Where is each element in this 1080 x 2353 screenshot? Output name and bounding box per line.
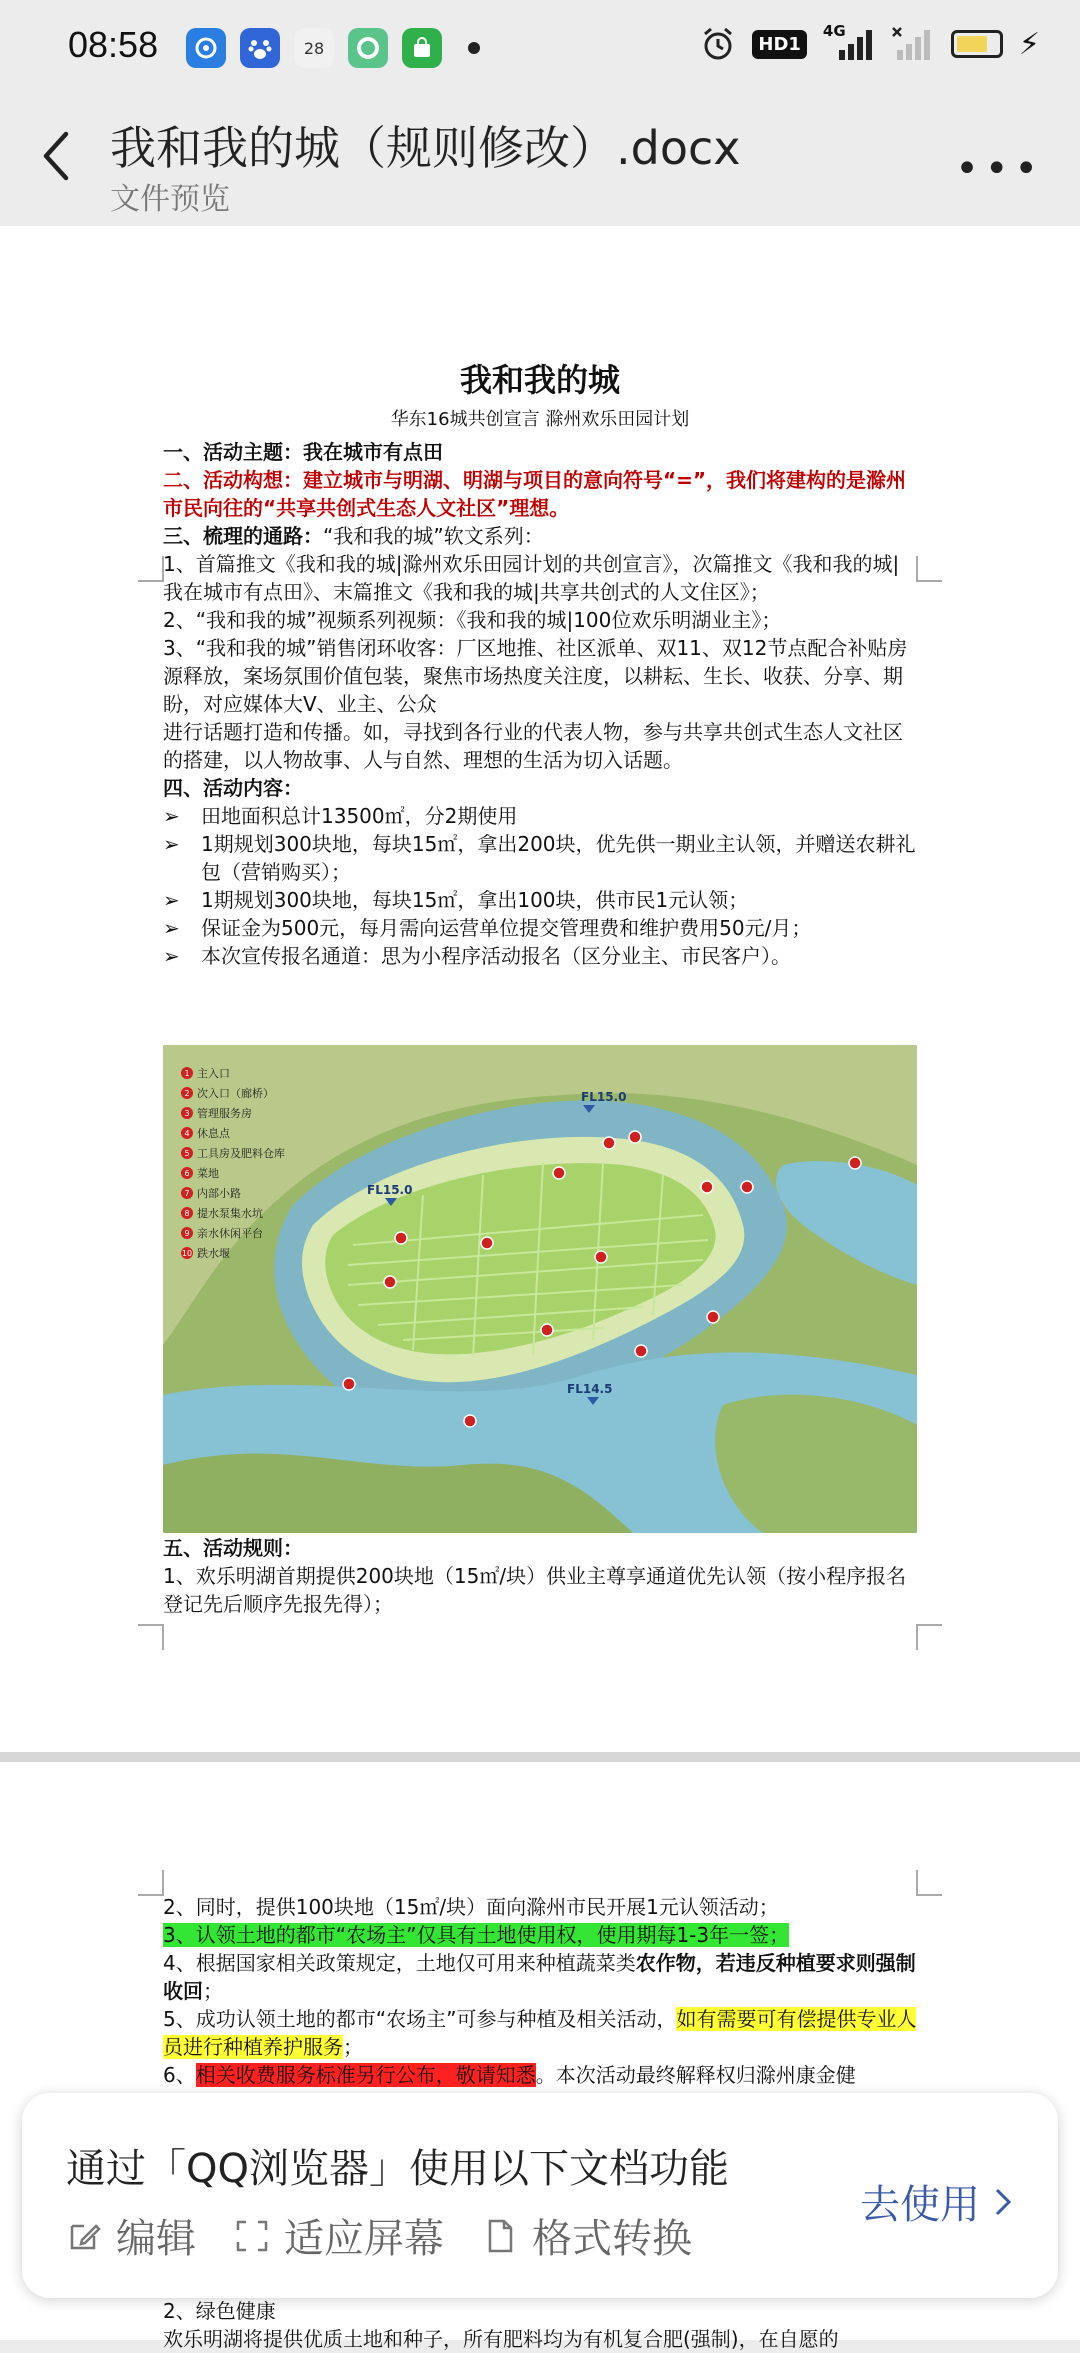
legend-label: 跌水堰 bbox=[197, 1247, 230, 1260]
status-time: 08:58 bbox=[68, 24, 159, 65]
fit-screen-icon bbox=[234, 2218, 270, 2254]
page-corner-mark bbox=[138, 1624, 164, 1650]
rule-3 bbox=[163, 1921, 917, 1949]
rule-4-text-b: 农作物，若违反种植要求则强制收回 bbox=[163, 1951, 916, 2003]
edit-option[interactable] bbox=[66, 2207, 196, 2264]
rule-6-text-c: 。本次活动最终解释权归滁州康金健 bbox=[535, 2063, 856, 2087]
rule-1: 1、欢乐明湖首期提供200块地（15㎡/块）供业主尊享通道优先认领（按小程序报名登记先后顺序先报先得）； bbox=[163, 1564, 907, 1616]
bullet-item bbox=[163, 942, 917, 970]
bullet-mark: ➢ bbox=[163, 888, 180, 912]
rule-5-text-a: 5、成功认领土地的都市“农场主”可参与种植及相关活动， bbox=[163, 2007, 677, 2031]
rule-4-text-a: 4、根据国家相关政策规定，土地仅可用来种植蔬菜类 bbox=[163, 1951, 636, 1975]
go-use-label: 去使用 bbox=[860, 2182, 980, 2228]
legend-number: 10 bbox=[181, 1249, 193, 1258]
legend-label: 菜地 bbox=[197, 1167, 219, 1180]
go-use-button[interactable] bbox=[860, 2173, 1014, 2230]
bullet-mark: ➢ bbox=[163, 804, 180, 828]
green-health-heading: 2、绿色健康 bbox=[163, 2299, 276, 2323]
banner-title: 通过「QQ浏览器」使用以下文档功能 bbox=[66, 2146, 729, 2192]
fit-screen-option[interactable] bbox=[234, 2207, 444, 2264]
battery-icon bbox=[951, 30, 1003, 58]
page-corner-mark bbox=[916, 1870, 942, 1896]
signal-4g-icon bbox=[822, 22, 875, 62]
rule-5-text-c: ； bbox=[343, 2035, 363, 2059]
legend-number: 4 bbox=[184, 1129, 190, 1138]
chevron-right-icon bbox=[992, 2185, 1014, 2219]
battery-level bbox=[957, 36, 987, 52]
bullet-mark: ➢ bbox=[163, 916, 180, 940]
hd-badge: HD1 bbox=[752, 30, 807, 59]
legend-number: 1 bbox=[184, 1069, 190, 1078]
legend-number: 3 bbox=[184, 1109, 190, 1118]
legend-label: 内部小路 bbox=[197, 1187, 241, 1200]
bullet-text: 1期规划300块地，每块15㎡，拿出100块，供市民1元认领； bbox=[201, 888, 749, 912]
doc-title: 我和我的城 bbox=[459, 361, 620, 399]
section-5-heading: 五、活动规则： bbox=[163, 1536, 303, 1560]
green-health-text: 欢乐明湖将提供优质土地和种子，所有肥料均为有机复合肥(强制)，在自愿的 bbox=[163, 2327, 839, 2351]
legend-label: 次入口（廊桥） bbox=[197, 1087, 274, 1100]
file-title: 我和我的城（规则修改）.docx bbox=[110, 121, 741, 175]
document-body-2 bbox=[163, 1893, 917, 2089]
site-plan-image bbox=[163, 1045, 917, 1533]
paragraph-3: 3、“我和我的城”销售闭环收客：厂区地推、社区派单、双11、双12节点配合补贴房源释放，案场氛围价值包装，聚焦市场热度关注度，以耕耘、生长、收获、分享、期盼，对应媒体大V、业主、公众 bbox=[163, 636, 908, 716]
baidu-icon bbox=[240, 28, 280, 68]
status-right bbox=[700, 22, 1040, 62]
paragraph-2: 2、“我和我的城”视频系列视频：《我和我的城|100位欢乐明湖业主》； bbox=[163, 608, 782, 632]
back-arrow-icon[interactable] bbox=[32, 126, 82, 186]
page-corner-mark bbox=[138, 556, 164, 582]
section-3-heading bbox=[163, 522, 917, 550]
legend-label: 工具房及肥料仓库 bbox=[197, 1147, 285, 1160]
shop-app-icon bbox=[402, 28, 442, 68]
fit-screen-label: 适应屏幕 bbox=[284, 2216, 444, 2262]
paragraph-1: 1、首篇推文《我和我的城|滁州欢乐田园计划的共创宣言》，次篇推文《我和我的城|我在城市有点田》、末篇推文《我和我的城|共享共创式的人文住区》； bbox=[163, 552, 900, 604]
qq-browser-banner[interactable] bbox=[22, 2093, 1058, 2298]
document-icon bbox=[482, 2218, 518, 2254]
format-convert-label: 格式转换 bbox=[532, 2216, 692, 2262]
legend-number: 9 bbox=[184, 1229, 190, 1238]
level-label: FL14.5 bbox=[567, 1382, 613, 1396]
legend-label: 管理服务房 bbox=[197, 1107, 252, 1120]
bullet-item bbox=[163, 830, 917, 886]
rule-5-text-b: 如有需要可有偿提供专业人员进行种植养护服务 bbox=[163, 2007, 917, 2059]
calendar-day: 28 bbox=[303, 38, 325, 58]
network-label: 4G bbox=[822, 22, 846, 40]
bullet-text: 本次宣传报名通道：思为小程序活动报名（区分业主、市民客户）。 bbox=[201, 944, 791, 968]
section-3-label: 三、梳理的通路： bbox=[163, 524, 323, 548]
section-1-heading: 一、活动主题：我在城市有点田 bbox=[163, 440, 443, 464]
legend-label: 休息点 bbox=[197, 1127, 230, 1140]
legend-label: 亲水休闲平台 bbox=[197, 1227, 263, 1240]
rule-5 bbox=[163, 2005, 917, 2061]
level-label: FL15.0 bbox=[367, 1183, 413, 1197]
bullet-item bbox=[163, 802, 917, 830]
green-app-icon bbox=[348, 28, 388, 68]
section-3-text: “我和我的城”软文系列： bbox=[323, 524, 544, 548]
status-bar bbox=[0, 0, 1080, 96]
paragraph-4: 进行话题打造和传播。如，寻找到各行业的代表人物，参与共享共创式生态人文社区的搭建，以人物故事、人与自然、理想的生活为切入话题。 bbox=[163, 720, 903, 772]
rule-6-text-a: 6、 bbox=[163, 2063, 196, 2087]
rule-6 bbox=[163, 2061, 917, 2089]
page-corner-mark bbox=[916, 556, 942, 582]
legend-number: 2 bbox=[184, 1089, 190, 1098]
page-corner-mark bbox=[916, 1624, 942, 1650]
more-options-icon[interactable]: ••• bbox=[955, 146, 1044, 192]
more-notifications-dot bbox=[468, 42, 480, 54]
bullet-mark: ➢ bbox=[163, 944, 180, 968]
location-app-icon bbox=[186, 28, 226, 68]
banner-options bbox=[66, 2207, 692, 2264]
edit-icon bbox=[66, 2218, 102, 2254]
rule-4-text-c: ； bbox=[203, 1979, 223, 2003]
rule-3-text: 3、认领土地的都市“农场主”仅具有土地使用权，使用期每1-3年一签； bbox=[163, 1923, 790, 1947]
page-divider bbox=[0, 1752, 1080, 1762]
rule-6-text-b: 相关收费服务标准另行公布，敬请知悉 bbox=[195, 2063, 536, 2087]
rule-4 bbox=[163, 1949, 917, 2005]
app-header bbox=[0, 96, 1080, 226]
bullet-text: 保证金为500元，每月需向运营单位提交管理费和维护费用50元/月； bbox=[201, 916, 812, 940]
section-2-heading: 二、活动构想：建立城市与明湖、明湖与项目的意向符号“=”，我们将建构的是滁州市民向往的“共享共创式生态人文社区”理想。 bbox=[163, 468, 907, 520]
document-body-1 bbox=[163, 358, 917, 970]
doc-subtitle: 华东16城共创宣言 滁州欢乐田园计划 bbox=[390, 409, 690, 430]
legend-number: 5 bbox=[184, 1149, 190, 1158]
charging-icon: ⚡ bbox=[1018, 26, 1040, 62]
calendar-icon bbox=[294, 28, 334, 68]
format-convert-option[interactable] bbox=[482, 2207, 692, 2264]
edit-label: 编辑 bbox=[116, 2216, 196, 2262]
legend-label: 主入口 bbox=[197, 1067, 230, 1080]
notification-icons bbox=[186, 28, 442, 68]
alarm-icon bbox=[700, 26, 736, 62]
bullet-item bbox=[163, 886, 917, 914]
page-corner-mark bbox=[138, 1870, 164, 1896]
bullet-text: 田地面积总计13500㎡，分2期使用 bbox=[201, 804, 518, 828]
bullet-item bbox=[163, 914, 917, 942]
bullet-mark: ➢ bbox=[163, 832, 180, 856]
legend-number: 8 bbox=[184, 1209, 190, 1218]
legend-number: 6 bbox=[184, 1169, 190, 1178]
file-preview-label: 文件预览 bbox=[110, 182, 230, 217]
legend-number: 7 bbox=[184, 1189, 190, 1198]
section-4-heading: 四、活动内容： bbox=[163, 776, 303, 800]
document-body-1b bbox=[163, 1534, 917, 1618]
rule-2: 2、同时，提供100块地（15㎡/块）面向滁州市民开展1元认领活动； bbox=[163, 1895, 779, 1919]
signal-off-icon bbox=[891, 26, 935, 62]
legend-label: 提水泵集水坑 bbox=[197, 1207, 263, 1220]
bullet-text: 1期规划300块地，每块15㎡，拿出200块，优先供一期业主认领，并赠送农耕礼包（营销购买）； bbox=[201, 832, 916, 884]
level-label: FL15.0 bbox=[581, 1090, 627, 1104]
document-body-2b bbox=[163, 2297, 917, 2353]
